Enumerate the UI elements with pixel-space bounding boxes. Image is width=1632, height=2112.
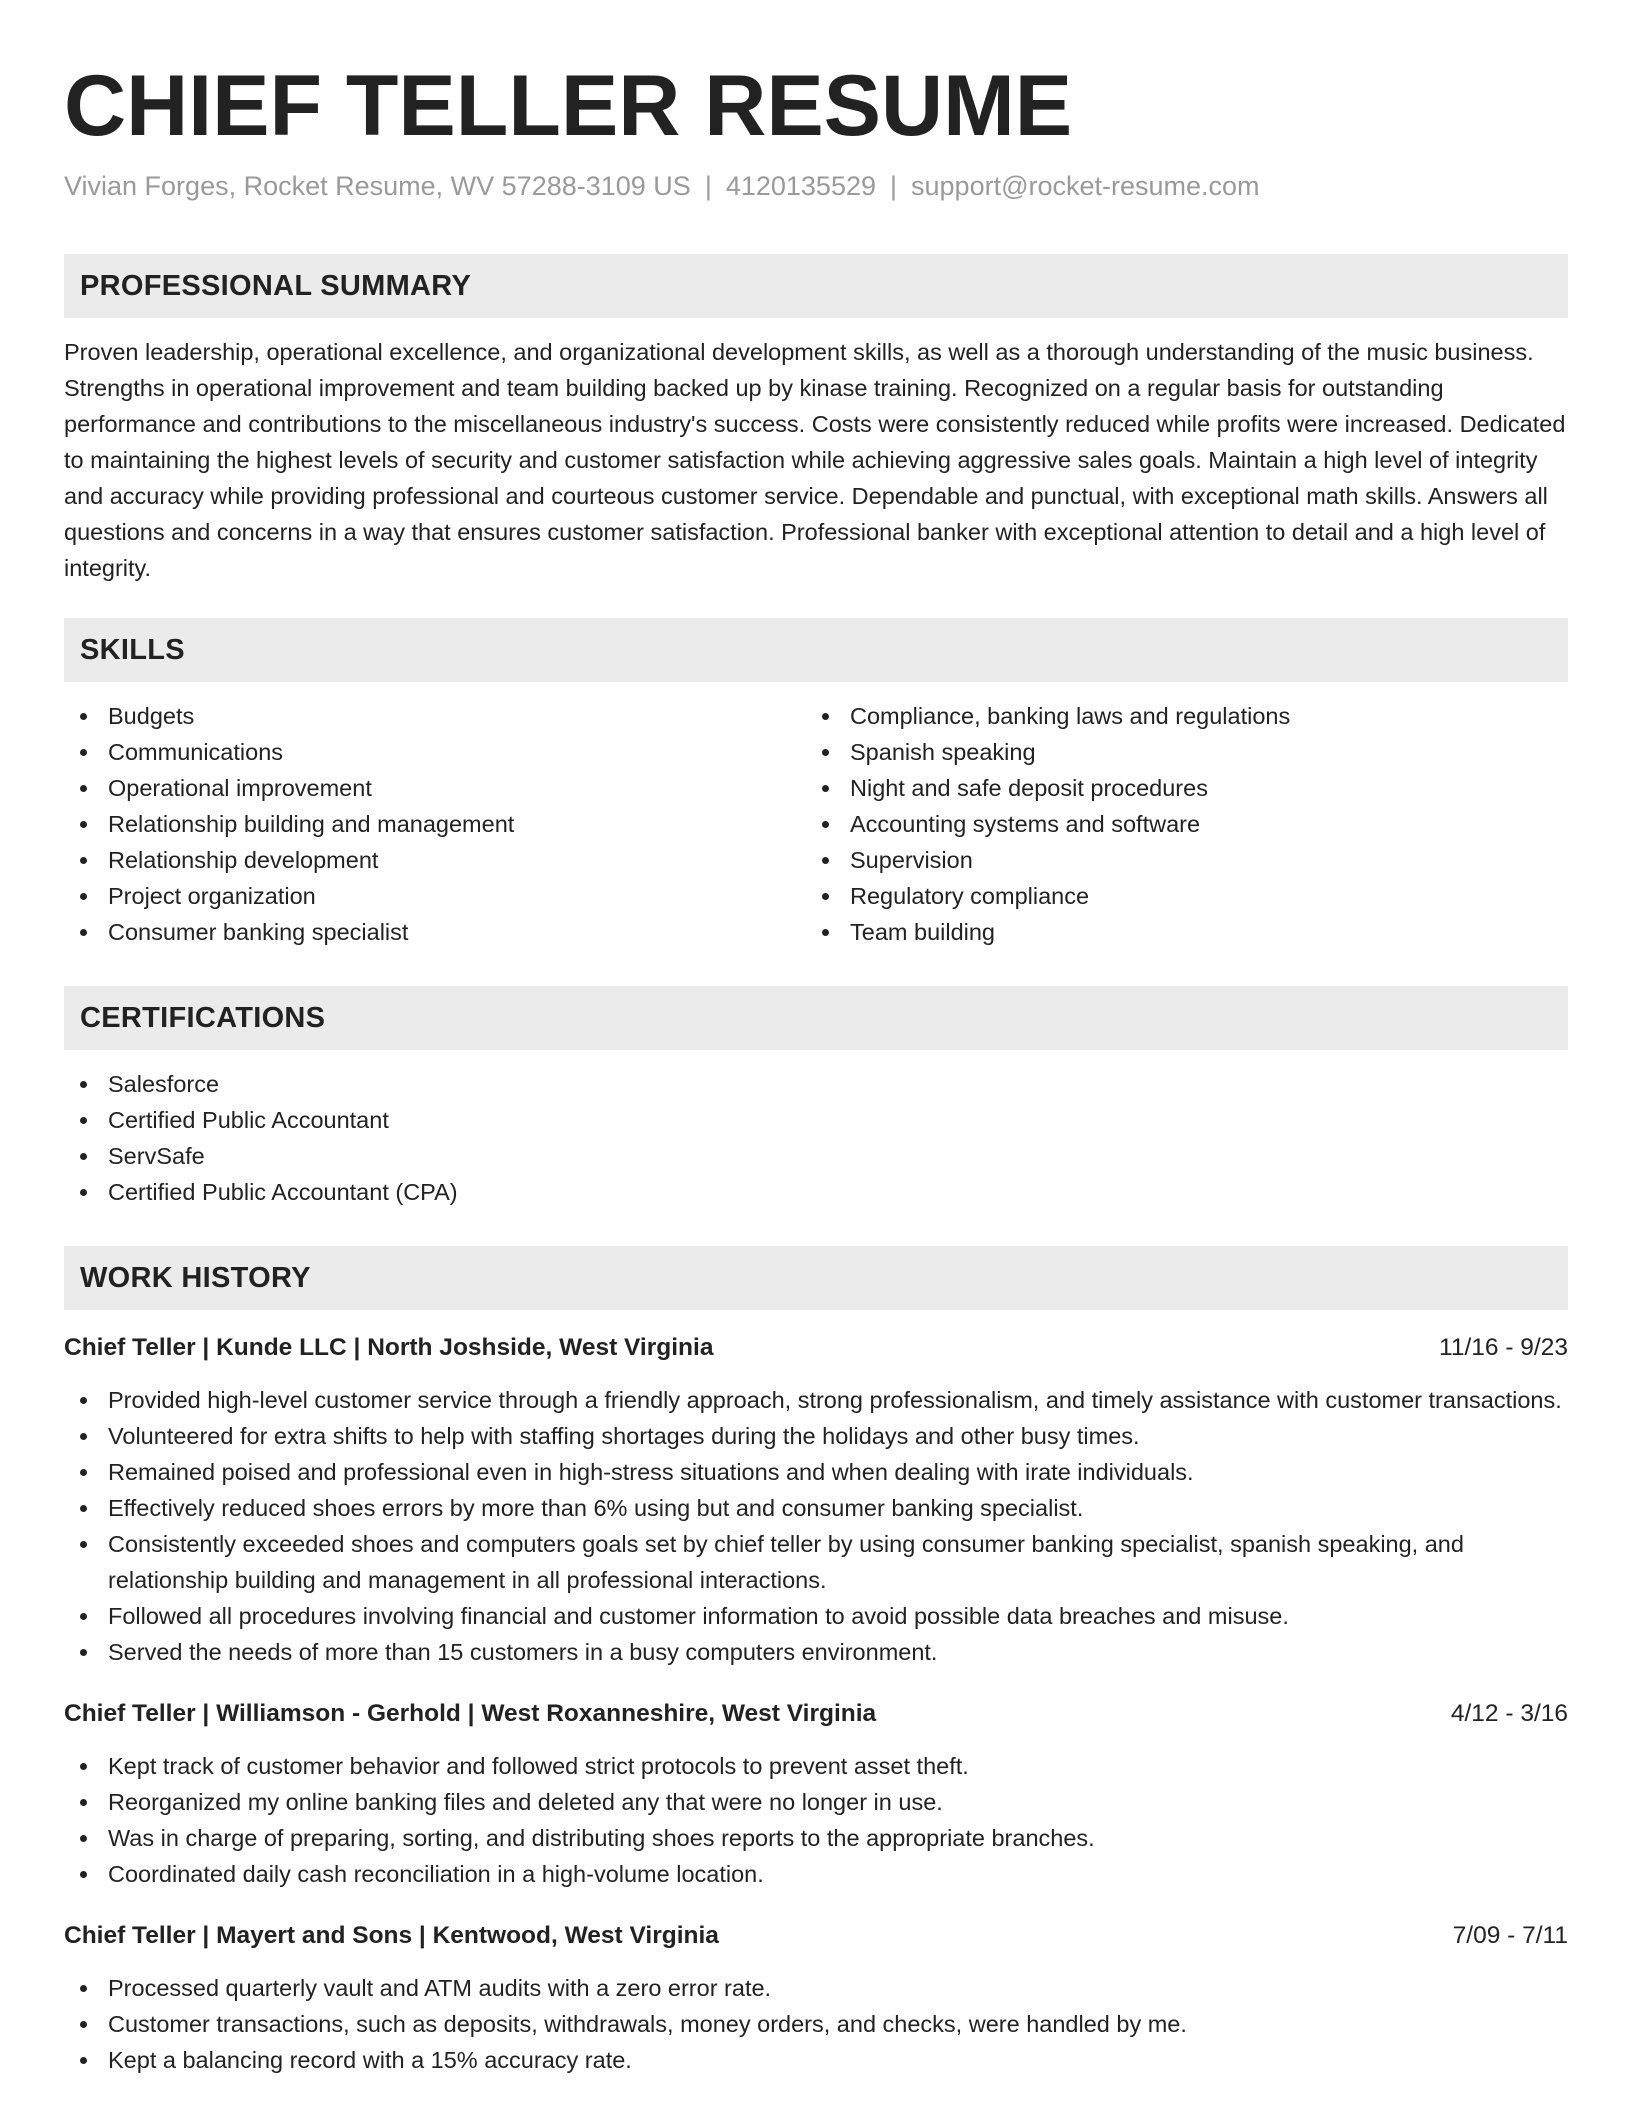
- skill-item: Communications: [64, 734, 806, 770]
- job-header: [64, 1330, 1568, 1366]
- job-dates: 7/09 - 7/11: [1452, 1922, 1568, 1949]
- skill-item: Operational improvement: [64, 770, 806, 806]
- skill-item: Accounting systems and software: [806, 806, 1548, 842]
- job-bullet: Served the needs of more than 15 customers in a busy computers environment.: [64, 1634, 1568, 1670]
- skill-item: Supervision: [806, 842, 1548, 878]
- job-entry: [64, 1330, 1568, 1670]
- contact-line: [64, 168, 1568, 204]
- skill-item: Project organization: [64, 878, 806, 914]
- skills-list-left: [64, 698, 806, 950]
- job-header: [64, 1918, 1568, 1954]
- skill-item: Consumer banking specialist: [64, 914, 806, 950]
- job-title: Chief Teller | Williamson - Gerhold | West Roxanneshire, West Virginia: [64, 1700, 877, 1727]
- job-bullet: Volunteered for extra shifts to help with staffing shortages during the holidays and other busy times.: [64, 1418, 1568, 1454]
- skill-item: Compliance, banking laws and regulations: [806, 698, 1548, 734]
- job-bullets: [64, 1382, 1568, 1670]
- certifications-list: [64, 1066, 1568, 1210]
- section-header-work-history: WORK HISTORY: [64, 1246, 1568, 1310]
- job-title: Chief Teller | Mayert and Sons | Kentwood, West Virginia: [64, 1922, 719, 1949]
- skill-item: Budgets: [64, 698, 806, 734]
- section-header-summary: PROFESSIONAL SUMMARY: [64, 254, 1568, 318]
- job-bullet: Followed all procedures involving financial and customer information to avoid possible data breaches and misuse.: [64, 1598, 1568, 1634]
- job-dates: 4/12 - 3/16: [1450, 1700, 1568, 1727]
- skill-item: Spanish speaking: [806, 734, 1548, 770]
- contact-email: support@rocket-resume.com: [911, 171, 1260, 201]
- job-bullet: Customer transactions, such as deposits, withdrawals, money orders, and checks, were handled by me.: [64, 2006, 1568, 2042]
- contact-address: Vivian Forges, Rocket Resume, WV 57288-3109 US: [64, 171, 691, 201]
- skill-item: Team building: [806, 914, 1548, 950]
- job-bullet: Kept track of customer behavior and followed strict protocols to prevent asset theft.: [64, 1748, 1568, 1784]
- skill-item: Night and safe deposit procedures: [806, 770, 1548, 806]
- job-bullets: [64, 1970, 1568, 2078]
- contact-phone: 4120135529: [725, 171, 876, 201]
- job-title: Chief Teller | Kunde LLC | North Joshside, West Virginia: [64, 1334, 714, 1361]
- job-entry: [64, 1918, 1568, 2078]
- job-bullet: Effectively reduced shoes errors by more than 6% using but and consumer banking specialist.: [64, 1490, 1568, 1526]
- certification-item: Certified Public Accountant (CPA): [64, 1174, 1568, 1210]
- job-bullet: Kept a balancing record with a 15% accuracy rate.: [64, 2042, 1568, 2078]
- job-bullet: Provided high-level customer service through a friendly approach, strong professionalism, and timely assistance with customer transactions.: [64, 1382, 1568, 1418]
- skills-list-right: [806, 698, 1548, 950]
- job-entry: [64, 1696, 1568, 1892]
- job-bullet: Remained poised and professional even in high-stress situations and when dealing with irate individuals.: [64, 1454, 1568, 1490]
- certification-item: ServSafe: [64, 1138, 1568, 1174]
- page-title: CHIEF TELLER RESUME: [64, 58, 1073, 154]
- skill-item: Relationship building and management: [64, 806, 806, 842]
- job-bullet: Was in charge of preparing, sorting, and distributing shoes reports to the appropriate branches.: [64, 1820, 1568, 1856]
- section-header-certifications: CERTIFICATIONS: [64, 986, 1568, 1050]
- certification-item: Certified Public Accountant: [64, 1102, 1568, 1138]
- job-bullet: Consistently exceeded shoes and computers goals set by chief teller by using consumer banking specialist, spanish speaking, and relationship building and management in all professional interactions.: [64, 1526, 1568, 1598]
- skill-item: Relationship development: [64, 842, 806, 878]
- contact-separator: |: [890, 171, 898, 201]
- job-bullet: Reorganized my online banking files and deleted any that were no longer in use.: [64, 1784, 1568, 1820]
- skill-item: Regulatory compliance: [806, 878, 1548, 914]
- job-bullets: [64, 1748, 1568, 1892]
- job-bullet: Coordinated daily cash reconciliation in a high-volume location.: [64, 1856, 1568, 1892]
- certification-item: Salesforce: [64, 1066, 1568, 1102]
- skills-grid: [64, 698, 1568, 950]
- summary-text: Proven leadership, operational excellence, and organizational development skills, as well as a thorough understanding of the music business. Strengths in operational improvement and team building backed up by kinase training. Recognized on a regular basis for outstanding performance and contributions to the miscellaneous industry's success. Costs were consistently reduced while profits were increased. Dedicated to maintaining the highest levels of security and customer satisfaction while achieving aggressive sales goals. Maintain a high level of integrity and accuracy while providing professional and courteous customer service. Dependable and punctual, with exceptional math skills. Answers all questions and concerns in a way that ensures customer satisfaction. Professional banker with exceptional attention to detail and a high level of integrity.: [64, 339, 1566, 581]
- contact-separator: |: [704, 171, 712, 201]
- job-header: [64, 1696, 1568, 1732]
- job-dates: 11/16 - 9/23: [1439, 1334, 1568, 1361]
- section-header-skills: SKILLS: [64, 618, 1568, 682]
- job-bullet: Processed quarterly vault and ATM audits with a zero error rate.: [64, 1970, 1568, 2006]
